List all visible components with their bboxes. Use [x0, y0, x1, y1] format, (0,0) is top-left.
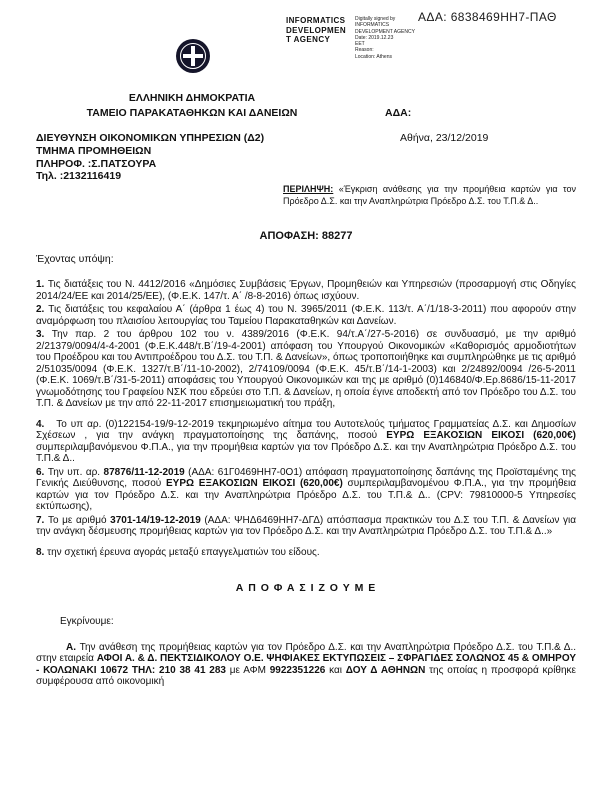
text-segment: (ΑΔΑ: ΨΗΔ6469ΗΗ7-ΔΓΔ) απόσπασμα πρακτικών του Δ.Σ του Τ.Π. & Δανείων για την ανάγκη δέσμευσης προμήθειας καρτών για τον Πρόεδρο Δ.Σ. και την Αναπληρώτρια Πρόεδρο Δ.Σ. του Τ.Π.& Δ..» — [36, 514, 576, 537]
text-segment: 2. — [36, 304, 49, 315]
text-segment: 7. — [36, 514, 48, 526]
decision-item-3 — [36, 329, 576, 410]
decision-body — [36, 279, 576, 690]
text-segment: 87876/11-12-2019 — [103, 466, 185, 478]
text-line: T AGENCY — [286, 35, 331, 45]
greek-coat-of-arms-icon — [175, 38, 211, 79]
signing-agency-name — [286, 16, 348, 45]
decision-item-7 — [36, 515, 576, 538]
summary-text: «Έγκριση ανάθεσης για την προμήθεια καρτών για τον Πρόεδρο Δ.Σ. και την Αναπληρώτρια Πρόεδρο Δ.Σ. του Τ.Π.& Δ.. — [283, 184, 576, 206]
directorate-line: ΔΙΕΥΘΥΝΣΗ ΟΙΚΟΝΟΜΙΚΩΝ ΥΠΗΡΕΣΙΩΝ (Δ2) — [36, 132, 265, 144]
text-line: DEVELOPMENT AGENCY — [355, 28, 415, 35]
summary-label: ΠΕΡΙΛΗΨΗ: — [283, 184, 334, 194]
text-segment: 9922351226 — [269, 664, 326, 676]
text-line: EET — [355, 41, 365, 47]
text-segment: 3701-14/19-12-2019 — [110, 514, 201, 526]
text-segment: Τις διατάξεις του κεφαλαίου Α΄ (άρθρα 1 έως 4) του Ν. 3965/2011 (Φ.Ε.Κ. 113/τ. Α΄/1/18-3-2011) που αφορούν στην αναμόρφωση του πλαισίου λειτουργίας του Ταμείου Παρακαταθηκών και Δανείων. — [36, 304, 576, 327]
text-line: Digitally signed by — [355, 16, 396, 22]
decide-heading: Α Π Ο Φ Α Σ Ι Ζ Ο Υ Μ Ε — [235, 582, 377, 594]
text-line: Reason: — [355, 47, 374, 54]
decision-number-title: ΑΠΟΦΑΣΗ: 88277 — [259, 230, 353, 242]
text-segment: Την παρ. 2 του άρθρου 102 του ν. 4389/2016 (Φ.Ε.Κ. 94/τ.Α΄/27-5-2016) σε συνδυασμό, με την αριθμό 2/21379/0094/4-4-2001 (Φ.Ε.Κ.448/τ.Β΄/19-4-2001) απόφαση του Υπουργού Οικονομικών «Καθορισμός αρμοδιοτήτων του Προέδρου και του Αντιπροέδρου του Δ.Σ. του Τ.Π. & Δανείων», όπως τροποποιήθηκε και συμπληρώθηκε με τις αριθμό 2/51035/0094 (Φ.Ε.Κ. 1327/τ.Β΄/11-10-2002), 2/74109/0094 (Φ.Ε.Κ. 45/τ.Β΄/14-1-2003) και 2/24892/0094 /26-5-2011 (Φ.Ε.Κ. 1069/τ.Β΄/31-5-2011) αποφάσεις του Υπουργού Οικονομικών και της με αριθμό (0)146840/Φ.Ερ.8686/15-11-2017 γνωμοδότησης του Γραφείου ΝΣΚ που εδρεύει στο Τ.Π. & Δανείων, η οποία έγινε αποδεκτή από τον Πρόεδρο του Δ.Σ. του Τ.Π. & Δανείων με την από 22-11-2017 επισημειωματική του πράξη, — [36, 329, 576, 409]
text-segment: με ΑΦΜ — [225, 664, 270, 676]
text-segment: της οποίας η προσφορά κρίθηκε συμφέρουσα από οικονομική — [36, 664, 576, 688]
text-segment: την σχετική έρευνα αγοράς μεταξύ επαγγελματιών του είδους. — [47, 546, 320, 558]
ada-code: ΑΔΑ: 6838469ΗΗ7-ΠΑΘ — [418, 10, 557, 24]
text-segment: και — [325, 664, 346, 676]
text-segment: ΕΥΡΩ ΕΞΑΚΟΣΙΩΝ ΕΙΚΟΣΙ (620,00€) — [386, 430, 576, 441]
text-line: Location: Athens — [355, 53, 392, 60]
contact-line: ΠΛΗΡΟΦ. :Σ.ΠΑΤΣΟΥΡΑ — [36, 157, 157, 170]
signature-details — [355, 16, 425, 60]
text-segment: Τις διατάξεις του Ν. 4412/2016 «Δημόσιες Συμβάσεις Έργων, Προμηθειών και Υπηρεσιών (προσαρμογή στις Οδηγίες 2014/24/ΕΕ και 2014/25/ΕΕ), (Φ.Ε.Κ. 147/τ. Α΄ /8-8-2016) όπως ισχύουν. — [36, 279, 576, 302]
text-segment: Την υπ. αρ. — [47, 466, 104, 478]
text-segment: 6. — [36, 466, 48, 478]
department-line: ΤΜΗΜΑ ΠΡΟΜΗΘΕΙΩΝ — [36, 144, 152, 157]
text-segment: 8. — [36, 546, 48, 558]
text-segment: 1. — [36, 279, 48, 290]
text-segment: Το με αριθμό — [47, 514, 111, 526]
text-segment: συμπεριλαμβανομένου Φ.Π.Α., για την προμήθεια καρτών για τον Πρόεδρο Δ.Σ. και την Αναπληρώτρια Πρόεδρο Δ.Σ. του Τ.Π.& Δ.. (CPV: 79810000-5 Υπηρεσίες εκτύπωσης), — [36, 478, 577, 512]
text-line: INFORMATICS — [355, 22, 390, 29]
text-segment: (ΑΔΑ: 61Γ0469ΗΗ7-0Ο1) απόφαση πραγματοποίησης δαπάνης της Προϊσταμένης της Γενικής Διεύθυνσης, ποσού — [36, 466, 576, 489]
decision-item-1 — [36, 279, 576, 302]
city-date: Αθήνα, 23/12/2019 — [400, 132, 489, 144]
text-segment: 3. — [36, 329, 52, 340]
text-line: Date: 2019.12.23 — [355, 34, 394, 41]
text-segment: Το υπ αρ. (0)122154-19/9-12-2019 τεκμηριωμένο αίτημα του Αυτοτελούς τμήματος Γραμματείας Δ.Σ. και Δημοσίων Σχέσεων , για την ανάγκη πραγματοποίησης της δαπάνης, ποσού — [36, 418, 576, 441]
decision-item-4 — [36, 419, 576, 465]
text-line: DEVELOPMEN — [286, 25, 347, 35]
text-segment: συμπεριλαμβανόμενου Φ.Π.Α., για την προμήθεια καρτών για τον Πρόεδρο Δ.Σ. και την Αναπληρώτρια Πρόεδρο Δ.Σ. του Τ.Π.& Δ.. — [36, 441, 576, 464]
approve-label: Εγκρίνουμε: — [60, 616, 114, 628]
ada-label: ΑΔΑ: — [385, 107, 412, 119]
text-segment: ΔΟΥ Δ ΑΘΗΝΩΝ — [345, 664, 426, 676]
republic-title: ΕΛΛΗΝΙΚΗ ΔΗΜΟΚΡΑΤΙΑ — [128, 92, 256, 104]
text-segment: ΕΥΡΩ ΕΞΑΚΟΣΙΩΝ ΕΙΚΟΣΙ (620,00€) — [166, 478, 343, 489]
text-segment: Α. — [66, 641, 80, 653]
text-segment: 4. — [36, 418, 57, 430]
fund-title: ΤΑΜΕΙΟ ΠΑΡΑΚΑΤΑΘΗΚΩΝ ΚΑΙ ΔΑΝΕΙΩΝ — [86, 107, 298, 119]
summary-block — [283, 184, 576, 207]
department-block — [36, 132, 264, 183]
award-paragraph — [36, 642, 576, 688]
decision-item-6 — [36, 467, 576, 513]
phone-line: Τηλ. :2132116419 — [36, 170, 122, 183]
decision-item-2 — [36, 304, 576, 327]
having-regard-intro: Έχοντας υπόψη: — [36, 253, 114, 265]
text-segment: ΑΦΟΙ Α. & Δ. ΠΕΚΤΣΙΔΙΚΟΛΟΥ Ο.Ε. ΨΗΦΙΑΚΕΣ ΕΚΤΥΠΩΣΕΙΣ – ΣΦΡΑΓΙΔΕΣ ΣΟΛΩΝΟΣ 45 & ΟΜΗΡΟΥ - ΚΟΛΩΝΑΚΙ 10672 ΤΗΛ: 210 38 41 283 — [36, 653, 576, 676]
text-line: INFORMATICS — [286, 16, 346, 25]
decision-item-8 — [36, 547, 576, 559]
text-segment: Την ανάθεση της προμήθειας καρτών για τον Πρόεδρο Δ.Σ. και την Αναπληρώτρια Πρόεδρο Δ.Σ. του Τ.Π.& Δ.. στην εταιρεία — [36, 641, 577, 665]
digital-signature-stamp — [286, 16, 425, 60]
